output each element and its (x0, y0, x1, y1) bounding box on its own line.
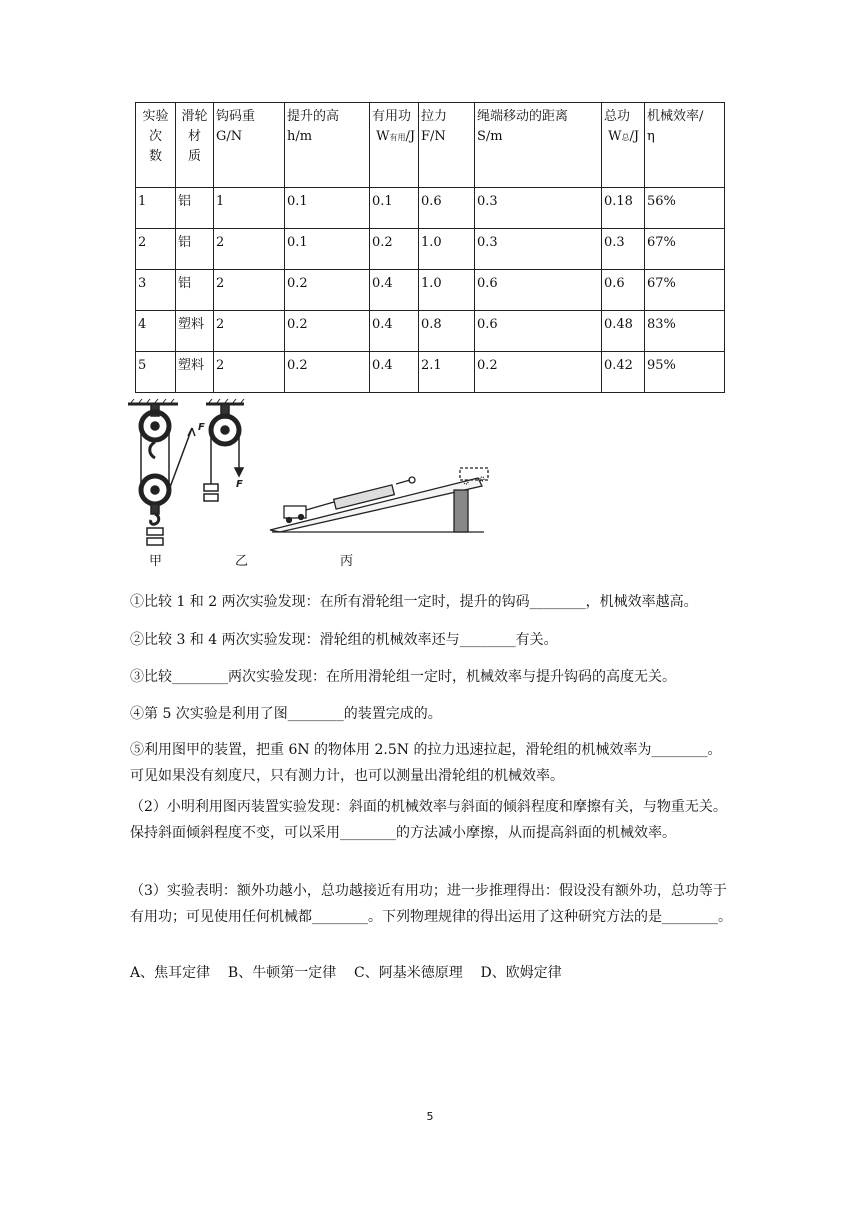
table-cell: 0.6 (475, 270, 602, 311)
inclined-plane-bing (270, 468, 488, 532)
header-text: 有用功 (372, 109, 412, 124)
header-text: 材 (187, 129, 201, 144)
header-height (285, 103, 370, 188)
table-row (136, 188, 725, 229)
table-row (136, 352, 725, 393)
table-cell: 5 (136, 352, 176, 393)
table-cell: 铝 (176, 270, 214, 311)
table-cell: 0.18 (602, 188, 645, 229)
table-cell: 0.8 (419, 311, 475, 352)
header-useful-work (370, 103, 419, 188)
table-cell: 2 (214, 311, 285, 352)
question-4: ④第 5 次实验是利用了图________的装置完成的。 (130, 706, 442, 722)
header-text: h/m (287, 129, 313, 144)
table-cell: 0.3 (602, 229, 645, 270)
table-cell: 0.2 (285, 270, 370, 311)
table-cell: 0.4 (370, 270, 419, 311)
table-cell: 0.2 (370, 229, 419, 270)
table-cell: 0.42 (602, 352, 645, 393)
figure-label-bing: 丙 (340, 554, 354, 569)
table-cell: 0.6 (602, 270, 645, 311)
figure-label-yi: 乙 (235, 554, 249, 569)
table-cell: 铝 (176, 229, 214, 270)
header-text: 质 (187, 149, 201, 164)
question-3: ③比较________两次实验发现：在所用滑轮组一定时，机械效率与提升钩码的高度无关。 (130, 669, 676, 685)
question-1: ①比较 1 和 2 两次实验发现：在所有滑轮组一定时，提升的钩码________，机械效率越高。 (130, 594, 698, 610)
pulley-block-jia (128, 399, 195, 545)
table-header-row (136, 103, 725, 188)
answer-options: A、焦耳定律 B、牛顿第一定律 C、阿基米德原理 D、欧姆定律 (130, 965, 562, 981)
header-text: 钩码重 (216, 109, 256, 124)
header-text: 实验 (142, 109, 169, 124)
apparatus-figure (120, 398, 530, 570)
table-cell: 塑料 (176, 352, 214, 393)
table-cell: 0.2 (285, 311, 370, 352)
table-cell: 铝 (176, 188, 214, 229)
table-cell: 0.1 (285, 188, 370, 229)
table-cell: 1.0 (419, 270, 475, 311)
question-part-2: （2）小明利用图丙装置实验发现：斜面的机械效率与斜面的倾斜程度和摩擦有关，与物重无关。保持斜面倾斜程度不变，可以采用________的方法减小摩擦，从而提高斜面的机械效率。 (130, 799, 727, 841)
table-cell: 2 (214, 229, 285, 270)
question-part-3: （3）实验表明：额外功越小，总功越接近有用功；进一步推理得出：假设没有额外功，总功等于有用功；可见使用任何机械都________。下列物理规律的得出运用了这种研究方法的是________。 (130, 883, 732, 925)
header-text: G/N (216, 129, 243, 144)
header-weight (214, 103, 285, 188)
header-text: 绳端移动的距离 (477, 109, 569, 124)
table-cell: 67% (645, 229, 725, 270)
table-cell: 0.1 (370, 188, 419, 229)
table-cell: 1 (136, 188, 176, 229)
table-cell: 2 (214, 270, 285, 311)
experiment-table (135, 102, 725, 393)
header-text: 提升的高 (287, 109, 340, 124)
header-text: F/N (421, 129, 446, 144)
header-text: 滑轮 (181, 109, 208, 124)
figure-label-jia: 甲 (149, 554, 163, 569)
header-text: 拉力 (421, 109, 448, 124)
table-cell: 0.1 (285, 229, 370, 270)
table-cell: 0.6 (419, 188, 475, 229)
table-cell: 95% (645, 352, 725, 393)
header-total-work (602, 103, 645, 188)
table-cell: 2 (214, 352, 285, 393)
table-row (136, 270, 725, 311)
table-cell: 0.6 (475, 311, 602, 352)
table-cell: 0.4 (370, 352, 419, 393)
header-text: 总功 (604, 109, 631, 124)
header-pull-force (419, 103, 475, 188)
table-cell: 0.4 (370, 311, 419, 352)
table-cell: 1.0 (419, 229, 475, 270)
question-2: ②比较 3 和 4 两次实验发现：滑轮组的机械效率还与________有关。 (130, 632, 558, 648)
header-text: η (647, 129, 655, 144)
table-cell: 2 (136, 229, 176, 270)
force-label: F (236, 479, 243, 490)
table-cell: 0.2 (285, 352, 370, 393)
table-row (136, 229, 725, 270)
header-text: 次 (148, 129, 162, 144)
table-cell: 83% (645, 311, 725, 352)
table-cell: 塑料 (176, 311, 214, 352)
header-text: S/m (477, 129, 503, 144)
header-trial (136, 103, 176, 188)
table-cell: 0.48 (602, 311, 645, 352)
table-cell: 0.3 (475, 188, 602, 229)
header-rope-distance (475, 103, 602, 188)
table-cell: 2.1 (419, 352, 475, 393)
table-cell: 0.2 (475, 352, 602, 393)
force-label: F (198, 422, 205, 433)
table-cell: 3 (136, 270, 176, 311)
subscript-total: 总 (621, 133, 630, 142)
question-5: ⑤利用图甲的装置，把重 6N 的物体用 2.5N 的拉力迅速拉起，滑轮组的机械效率为________。可见如果没有刻度尺，只有测力计，也可以测量出滑轮组的机械效率。 (130, 742, 722, 784)
header-efficiency (645, 103, 725, 188)
table-cell: 56% (645, 188, 725, 229)
apparatus-drawing (120, 398, 530, 548)
header-material (176, 103, 214, 188)
subscript-useful: 有用 (389, 133, 406, 142)
header-text: 机械效率/ (647, 109, 704, 124)
table-cell: 0.3 (475, 229, 602, 270)
table-cell: 4 (136, 311, 176, 352)
table-cell: 67% (645, 270, 725, 311)
header-text: W有用/J (372, 129, 416, 144)
header-text: 数 (148, 149, 162, 164)
page-number: 5 (426, 1110, 434, 1123)
table-row (136, 311, 725, 352)
header-text: W总/J (604, 129, 640, 144)
table-cell: 1 (214, 188, 285, 229)
